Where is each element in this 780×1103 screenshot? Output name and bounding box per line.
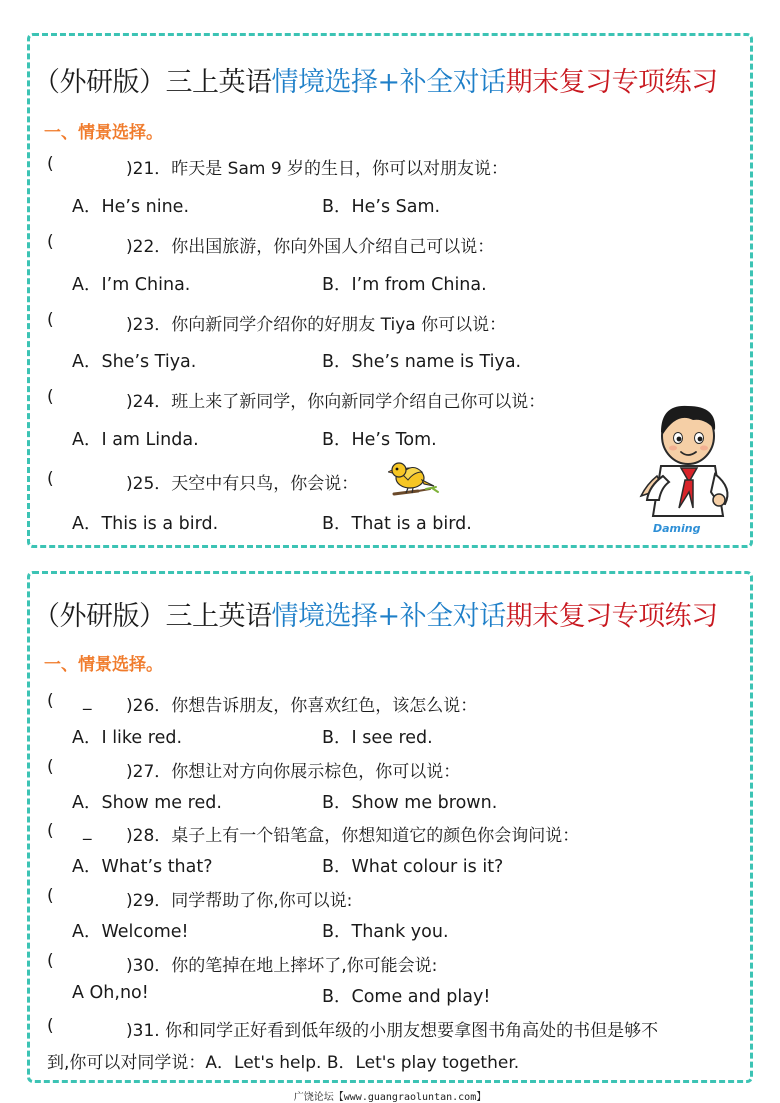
option-b: B．Come and play!	[322, 987, 491, 1007]
option-a: A Oh,no!	[72, 983, 149, 1003]
option-a: A．I like red.	[72, 728, 183, 748]
character-name-label: Daming	[653, 522, 701, 535]
section-heading: 一、情景选择。	[44, 655, 163, 675]
option-a: A．Welcome!	[72, 922, 189, 942]
section-heading: 一、情景选择。	[44, 123, 163, 143]
daming-character-icon	[633, 396, 743, 521]
option-b: B．What colour is it?	[322, 857, 504, 877]
option-b: B．He’s Tom.	[322, 430, 437, 450]
option-b: B．I’m from China.	[322, 275, 487, 295]
worksheet-title: （外研版）三上英语情境选择+补全对话期末复习专项练习	[33, 67, 718, 98]
answer-blank[interactable]: _	[83, 691, 92, 711]
option-a: A．I am Linda.	[72, 430, 199, 450]
option-a: A．What’s that?	[72, 857, 213, 877]
option-b: B．She’s name is Tiya.	[322, 352, 522, 372]
option-a: A．This is a bird.	[72, 514, 219, 534]
option-b: B．Thank you.	[322, 922, 449, 942]
option-a: A．He’s nine.	[72, 197, 190, 217]
option-a: A．She’s Tiya.	[72, 352, 197, 372]
option-b: B．Show me brown.	[322, 793, 498, 813]
answer-blank[interactable]: _	[83, 821, 92, 841]
option-b: B．That is a bird.	[322, 514, 472, 534]
footer-watermark: 广饶论坛【www.guangraoluntan.com】	[293, 1092, 487, 1103]
bird-icon	[388, 458, 446, 502]
option-b: B．He’s Sam.	[322, 197, 441, 217]
worksheet-card-1: （外研版）三上英语情境选择+补全对话期末复习专项练习 一、情景选择。 ( )21．昨天是 Sam 9 岁的生日，你可以对朋友说： A．He’s nine. B．He’s Sam. ( )22．你出国旅游，你向外国人介绍自己可以说： A．I’m China. B．I’m from China. ( )23．你向新同学介绍你的好朋友 Tiya 你可以说： A．She’s Tiya. B．She’s name is Tiya. ( )24．班上来了新同学，你向新同学介绍自己你可以说： A．I am Linda. B．He’s Tom. ( )25．天空中有只鸟，你会说： A．This is a bird. B．That is a bird. Daming	[27, 33, 753, 548]
worksheet-title: （外研版）三上英语情境选择+补全对话期末复习专项练习	[33, 601, 718, 632]
option-b: B．I see red.	[322, 728, 433, 748]
worksheet-card-2: （外研版）三上英语情境选择+补全对话期末复习专项练习 一、情景选择。 ( _ )26．你想告诉朋友，你喜欢红色，该怎么说： A．I like red. B．I see red. ( )27．你想让对方向你展示棕色，你可以说： A．Show me red. B．Show me brown. ( _ )28．桌子上有一个铅笔盒，你想知道它的颜色你会询问说： A．What’s that? B．What colour is it? ( )29．同学帮助了你,你可以说: A．Welcome! B．Thank you. ( )30．你的笔掉在地上摔坏了,你可能会说: A Oh,no! B．Come and play! ( )31. 你和同学正好看到低年级的小朋友想要拿图书角高处的书但是够不 到,你可以对同学说：A．Let's help. B．Let's play together.	[27, 571, 753, 1083]
option-a: A．I’m China.	[72, 275, 191, 295]
question-31-continuation: 到,你可以对同学说：A．Let's help. B．Let's play together.	[47, 1053, 520, 1073]
option-a: A．Show me red.	[72, 793, 222, 813]
